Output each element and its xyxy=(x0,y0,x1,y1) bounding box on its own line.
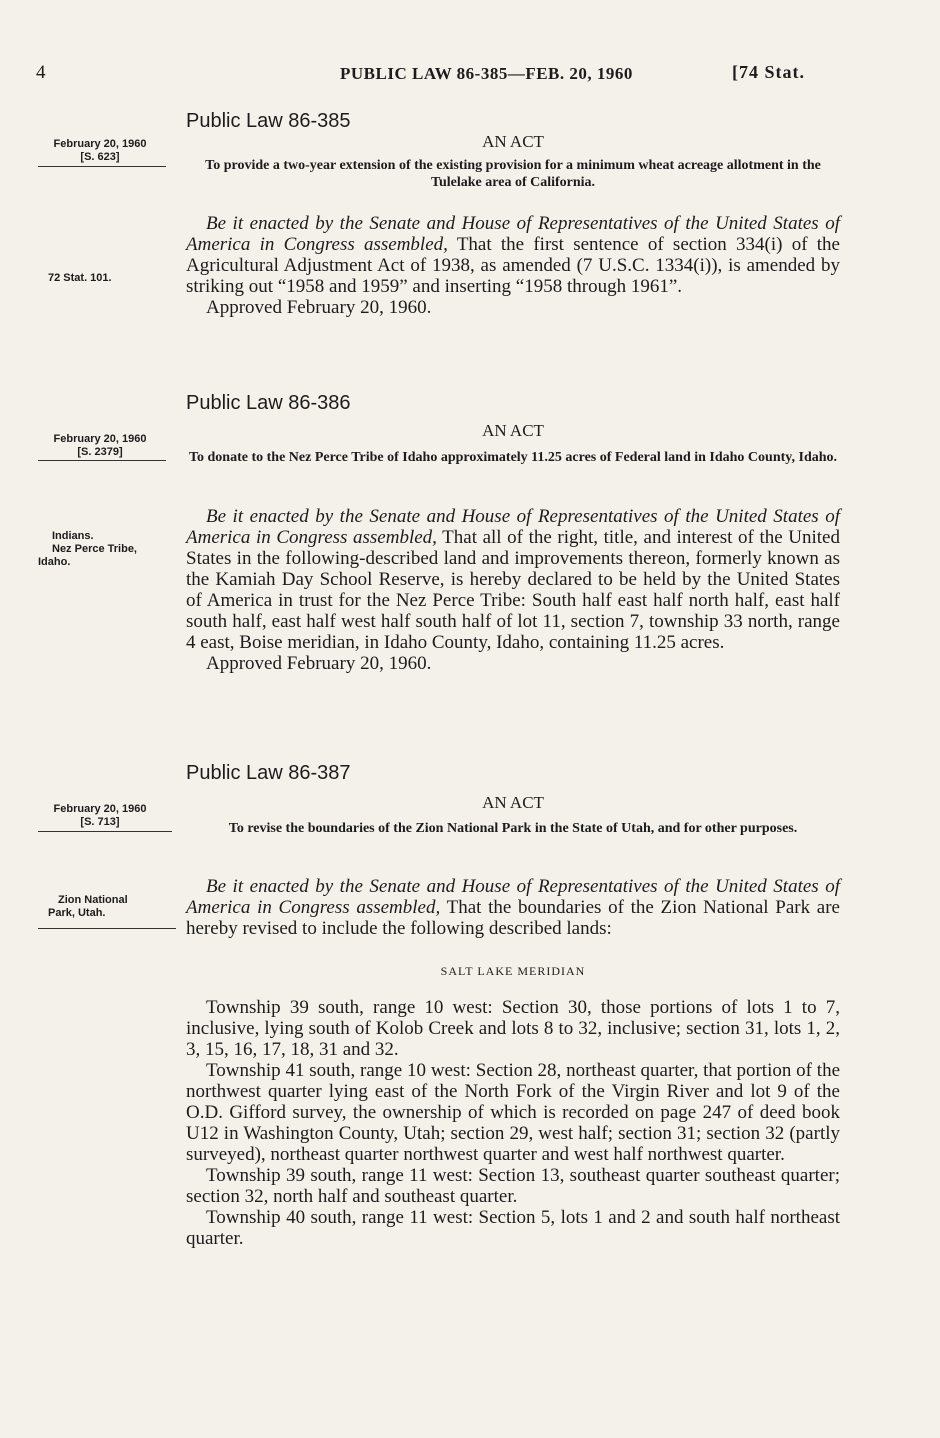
enacting-clause: Be it enacted by the Senate and House of Representatives of the United States of America in Congress assembled, xyxy=(186,506,840,548)
enacting-clause: Be it enacted by the Senate and House of Representatives of the United States of America in Congress assembled, xyxy=(186,876,840,918)
township-paragraph: Township 39 south, range 11 west: Section 13, southeast quarter southeast quarter; section 32, north half and southeast quarter. xyxy=(186,1165,840,1207)
side-date: February 20, 1960 xyxy=(53,433,147,445)
side-date: February 20, 1960 xyxy=(53,803,147,815)
law-body: That the boundaries of the Zion National Park are hereby revised to include the following described lands: xyxy=(186,897,840,939)
margin-note-line: Idaho. xyxy=(38,556,71,568)
running-title: PUBLIC LAW 86-385—FEB. 20, 1960 xyxy=(340,64,633,83)
body-86-385 xyxy=(186,213,840,318)
township-paragraph: Township 41 south, range 10 west: Section 28, northeast quarter, that portion of the northwest quarter lying east of the North Fork of the Virgin River and lot 9 of the O.D. Gifford survey, the ownership of which is recorded on page 247 of deed book U12 in Washington County, Utah; section 29, west half; section 31; section 32 (partly surveyed), northeast quarter northwest quarter and west half northwest quarter. xyxy=(186,1060,840,1165)
approved-date: Approved February 20, 1960. xyxy=(206,653,432,674)
page-number: 4 xyxy=(36,62,46,83)
law-title-86-385: Public Law 86-385 xyxy=(186,110,351,132)
body-86-387 xyxy=(186,876,840,939)
side-rule xyxy=(38,928,176,929)
side-date-86-386 xyxy=(30,433,170,459)
law-title-86-387: Public Law 86-387 xyxy=(186,762,351,784)
township-paragraph: Township 39 south, range 10 west: Section 30, those portions of lots 1 to 7, inclusive, lying south of Kolob Creek and lots 8 to 32, inclusive; section 31, lots 1, 2, 3, 15, 16, 17, 18, 31 and 32. xyxy=(186,997,840,1060)
enacting-clause: Be it enacted by the Senate and House of Representatives of the United States of America in Congress assembled, xyxy=(186,213,840,255)
land-description xyxy=(186,997,840,1249)
margin-note-72-stat: 72 Stat. 101. xyxy=(48,272,112,284)
law-body: That all of the right, title, and interest of the United States in the following-described land and improvements thereon, formerly known as the Kamiah Day School Reserve, is hereby declared to be held by the United States of America in trust for the Nez Perce Tribe: South half east half north half, east half south half, east half west half south half of lot 11, section 7, township 33 north, range 4 east, Boise meridian, in Idaho County, Idaho, containing 11.25 acres. xyxy=(186,527,840,653)
side-date-86-387 xyxy=(30,803,170,829)
page-header xyxy=(0,60,940,90)
purpose-86-385: To provide a two-year extension of the existing provision for a minimum wheat acreage allotment in the Tulelake area of California. xyxy=(205,158,821,190)
approved-date: Approved February 20, 1960. xyxy=(206,297,432,318)
township-paragraph: Township 40 south, range 11 west: Section 5, lots 1 and 2 and south half northeast quarter. xyxy=(186,1207,840,1249)
statute-volume: [74 Stat. xyxy=(732,62,805,82)
margin-note-zion xyxy=(38,894,178,920)
purpose-86-386: To donate to the Nez Perce Tribe of Idaho approximately 11.25 acres of Federal land in Idaho County, Idaho. xyxy=(188,450,838,465)
law-title-86-386: Public Law 86-386 xyxy=(186,392,351,414)
act-heading-86-387: AN ACT xyxy=(482,793,544,812)
side-rule xyxy=(38,460,166,461)
side-rule xyxy=(38,166,166,167)
side-date-86-385 xyxy=(30,138,170,164)
body-86-386 xyxy=(186,506,840,674)
act-heading-86-385: AN ACT xyxy=(482,132,544,151)
bill-number: [S. 2379] xyxy=(77,446,123,458)
bill-number: [S. 623] xyxy=(80,151,120,163)
purpose-86-387: To revise the boundaries of the Zion National Park in the State of Utah, and for other purposes. xyxy=(228,821,798,836)
act-heading-86-386: AN ACT xyxy=(482,421,544,440)
margin-note-line: Nez Perce Tribe, xyxy=(52,543,137,555)
margin-note-indians xyxy=(38,530,178,569)
bill-number: [S. 713] xyxy=(80,816,120,828)
side-date: February 20, 1960 xyxy=(53,138,147,150)
meridian-heading: SALT LAKE MERIDIAN xyxy=(440,964,586,978)
margin-note-line: Indians. xyxy=(52,530,94,542)
margin-note-line: Park, Utah. xyxy=(48,907,106,919)
law-body: That the first sentence of section 334(i) of the Agricultural Adjustment Act of 1938, as amended (7 U.S.C. 1334(i)), is amended by striking out “1958 and 1959” and inserting “1958 through 1961”. xyxy=(186,234,840,297)
margin-note-line: Zion National xyxy=(58,894,128,906)
side-rule xyxy=(38,831,172,832)
